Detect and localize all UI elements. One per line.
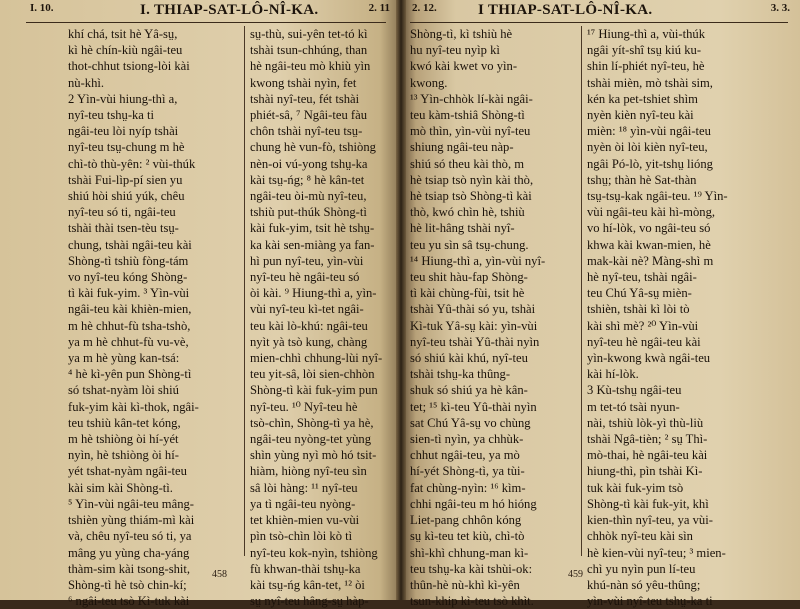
left-page-number: 458 bbox=[212, 569, 227, 580]
right-chapter-ref-end: 3. 3. bbox=[770, 2, 790, 14]
right-chapter-ref-start: 2. 12. bbox=[412, 2, 437, 14]
right-column-divider bbox=[581, 26, 582, 556]
left-column-2: sṳ-thù, sui-yên tet-tó kì tshài tsun-chhúng, than hè ngâi-teu mò khiù yìn kwong tshài nyìn, fet tshài nyî-teu, fét tshài phiét-sâ, ⁷ Ngâi-teu fàu chôn tshài nyî-teu tsṳ- chung hè vun-fò, tshiòng nèn-oi vú-yong tshṳ-ka kài tsṳ-ńg; ⁸ hè kân-tet ngâi-teu òi-mù nyî-teu, tshiù put-thúk Shòng-tì kài fuk-yim, tsit hè tshṳ- ka kài sen-miàng ya fan- hì pun nyî-teu, yìn-vùi nyî-teu hè ngâi-teu só òi kài. ⁹ Hiung-thì a, yìn- vùi nyî-teu kì-tet ngâi- teu kài lò-khú: ngâi-teu nyìt yà tsò kung, chàng mien-chhì chhung-lùi nyî- teu yit-sâ, lòi sien-chhòn Shòng-tì kài fuk-yim pun nyî-teu. ¹⁰ Nyî-teu hè tsò-chìn, Shòng-tì ya hè, ngâi-teu nyòng-tet yùng shìn yùng nyì mò hó tsit- hiàm, hiòng nyî-teu sìn sâ lòi hàng: ¹¹ nyî-teu ya tì ngâi-teu nyòng- tet khièn-mien vu-vùi pìn tsò-chìn lòi kò tì nyî-teu kok-nyìn, tshiòng fù khwan-thài tshṳ-ka kài tsṳ-ńg kân-tet, ¹² òi sṳ nyî-teu hâng-sṳ hàp- bbox=[250, 27, 383, 609]
left-running-title: I. THIAP-SAT-LÔ-NÎ-KA. bbox=[140, 2, 319, 18]
right-column-1: Shòng-tì, kì tshiù hè hu nyî-teu nyìp kì kwó kài kwet vo yìn- kwong. ¹³ Yìn-chhòk lí-kài ngâi- teu kàm-tshiâ Shòng-tì mò thìn, yìn-vùi nyî-teu shiung ngâi-teu nàp- shiú só theu kài thò, m hè tsiap tsò nyìn kài thò, hè tsiap tsò Shòng-tì kài thò, kwó chìn hè, tshiù hè lit-hâng tshài nyî- teu yu sìn sâ tsṳ-chung. ¹⁴ Hiung-thì a, yìn-vùi nyî- teu shit hàu-fap Shòng- tì kài chùng-fùi, tsit hè tshài Yû-thài só yu, tshài Kì-tuk Yâ-sṳ kài: yìn-vùi nyî-teu tshài Yû-thài nyìn só shiú kài khú, nyî-teu tshài tshṳ-ka thûng- shuk só shiú ya hè kân- tet; ¹⁵ kì-teu Yû-thài nyìn sat Chú Yâ-sṳ vo chùng sien-tì nyìn, ya chhùk- chhut ngâi-teu, ya mò hí-yét Shòng-tì, ya tùi- fat chùng-nyìn: ¹⁶ kìm- chhi ngâi-teu m hó hióng Liet-pang chhôn kóng sṳ kì-teu tet kiù, chì-tò shì-khì chhung-man kì- teu tshṳ-ka kài tshùi-ok: thûn-hè nù-khì kì-yên tsun-khip kì-teu tsò khìt. bbox=[410, 27, 546, 609]
book-gutter bbox=[396, 0, 406, 600]
left-chapter-ref-end: 2. 11 bbox=[368, 2, 390, 14]
left-column-divider bbox=[244, 26, 245, 556]
right-page-header bbox=[412, 2, 790, 22]
right-column-2: ¹⁷ Hiung-thì a, vùi-thúk ngâi yít-shî tsṳ kiú ku- shin lí-phiét nyî-teu, hè tshài mièn, mò tshài sim, kén ka pet-tshiet shìm nyèn kièn nyî-teu kài mièn: ¹⁸ yìn-vùi ngâi-teu nyèn òi lòi kièn nyî-teu, ngâi Pó-lò, yit-tshṳ lióng tshṳ; thàn hè Sat-thàn tsṳ-tsṳ-kak ngâi-teu. ¹⁹ Yìn- vùi ngâi-teu kài hì-mòng, vo hí-lòk, vo ngâi-teu só khwa kài kwan-mien, hè mak-kài nè? Màng-shì m hè nyî-teu, tshài ngâi- teu Chú Yâ-sṳ mièn- tshièn, tshài kì lòi tò kài shì mè? ²⁰ Yìn-vùi nyî-teu hè ngâi-teu kài yìn-kwong kwà ngâi-teu kài hí-lòk. 3 Kù-tshṳ ngâi-teu m tet-tó tsài nyun- nài, tshiù lòk-yì thù-liù tshài Ngâ-tièn; ² sṳ Thì- mò-thai, hè ngâi-teu kài hiung-thì, pìn tshài Kì- tuk kài fuk-yim tsò Shòng-tì kài fuk-yit, khì kien-thìn nyî-teu, ya vùi- chhòk nyî-teu kài sìn hè kien-vùi nyî-teu; ³ mien- chì yu nyìn pun lí-teu khú-nàn só yêu-thûng; yìn-vùi nyî-teu tshṳ-ka ti bbox=[587, 27, 728, 609]
right-running-title: I THIAP-SAT-LÔ-NÎ-KA. bbox=[478, 2, 653, 18]
right-page-number: 459 bbox=[568, 569, 583, 580]
left-page-header bbox=[30, 2, 390, 22]
right-page bbox=[400, 0, 800, 609]
left-chapter-ref-start: I. 10. bbox=[30, 2, 54, 14]
right-header-rule bbox=[410, 22, 788, 23]
left-header-rule bbox=[26, 22, 386, 23]
left-column-1: khí chá, tsit hè Yâ-sṳ, kì hè chín-kiù ngâi-teu thot-chhut tsiong-lòi kài nù-khì. 2 Yìn-vùi hiung-thì a, nyî-teu tshṳ-ka ti ngâi-teu lòi nyíp tshài nyî-teu tsṳ-chung m hè chì-tò thù-yên: ² vùi-thúk tshài Fui-lìp-pí sien yu shiú hòi shiú yúk, chêu nyî-teu só ti, ngâi-teu tshài thài tsen-tèu tsṳ- chung, tshài ngâi-teu kài Shòng-tì tshiù fòng-tám vo nyî-teu kóng Shòng- tì kài fuk-yim. ³ Yìn-vùi ngâi-teu kài khièn-mien, m hè chhut-fù tsha-tshò, ya m hè chhut-fù vu-vè, ya m hè yùng kan-tsá: ⁴ hè kì-yên pun Shòng-tì só tshat-nyàm lòi shiú fuk-yim kài kì-thok, ngâi- teu tshiù kân-tet kóng, m hè tshiòng òi hí-yét nyìn, hè tshiòng òi hí- yét tshat-nyàm ngâi-teu kài sim kài Shòng-tì. ⁵ Yìn-vùi ngâi-teu mâng- tshièn yùng thiám-mì kài và, chêu nyî-teu só ti, ya mâng yu yùng cha-yáng thàm-sim kài tsong-shit, Shòng-tì hè tsò chin-kí; ⁶ ngâi-teu tsò Kì-tuk kài bbox=[68, 27, 199, 609]
